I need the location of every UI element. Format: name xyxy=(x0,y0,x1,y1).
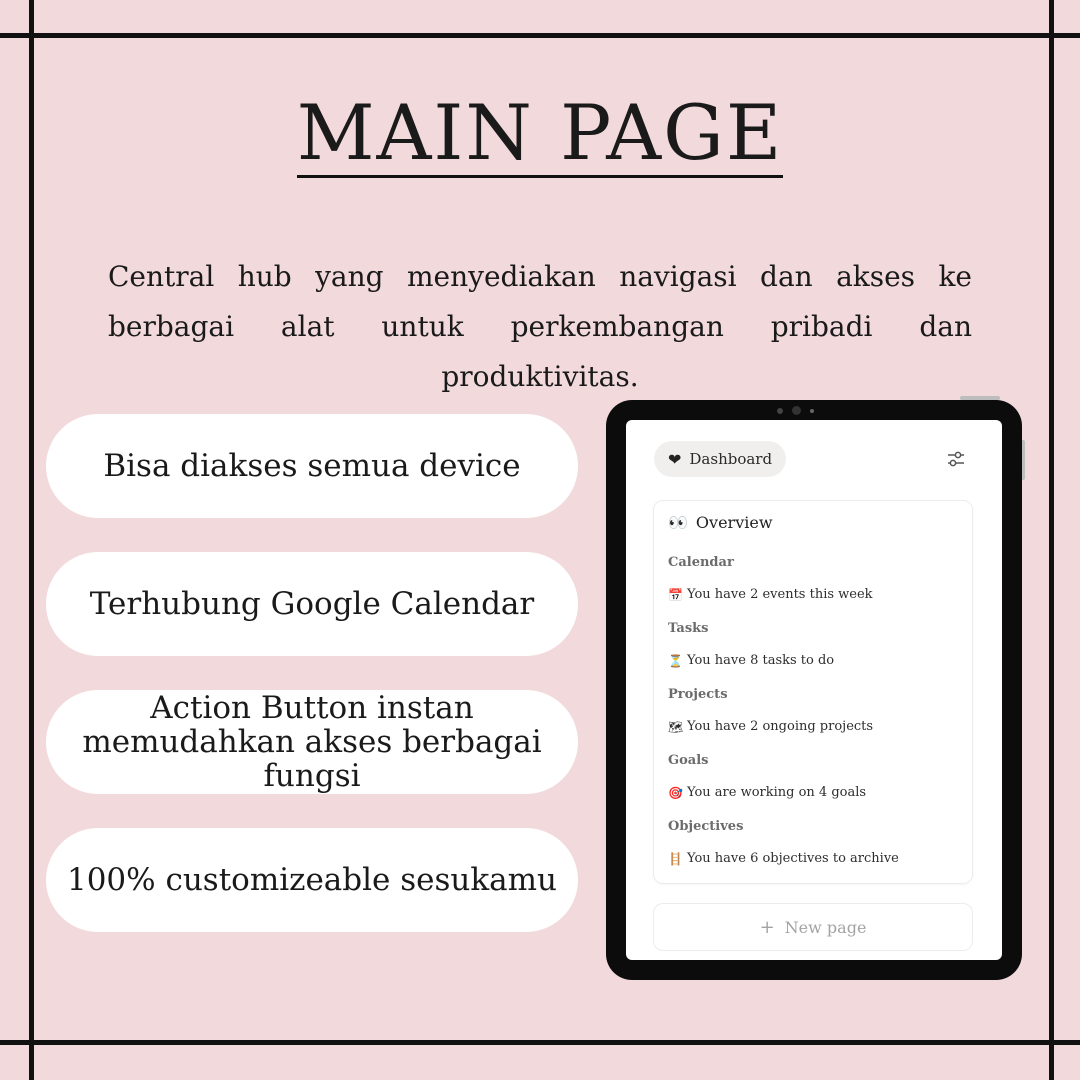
sliders-icon[interactable] xyxy=(946,450,966,468)
feature-pill-customizeable: 100% customizeable sesukamu xyxy=(46,828,578,932)
tablet-camera xyxy=(792,406,801,415)
section-line-projects[interactable] xyxy=(668,719,873,734)
objectives-summary: You have 6 objectives to archive xyxy=(687,851,899,866)
hourglass-icon: ⏳ xyxy=(668,653,683,668)
page-title xyxy=(0,88,1080,178)
overview-card xyxy=(653,500,973,884)
calendar-summary: You have 2 events this week xyxy=(687,587,873,602)
feature-pill-action-button: Action Button instan memudahkan akses berbagai fungsi xyxy=(46,690,578,794)
goals-summary: You are working on 4 goals xyxy=(687,785,867,800)
section-line-tasks[interactable] xyxy=(668,653,834,668)
overview-title: Overview xyxy=(695,513,773,532)
calendar-icon: 📅 xyxy=(668,587,683,602)
dashboard-button[interactable] xyxy=(654,441,786,477)
feature-pill-google-calendar: Terhubung Google Calendar xyxy=(46,552,578,656)
tasks-summary: You have 8 tasks to do xyxy=(687,653,835,668)
page-title-text: MAIN PAGE xyxy=(296,88,784,177)
tablet-sensor xyxy=(777,408,783,414)
section-line-goals[interactable] xyxy=(668,785,866,800)
section-label-objectives: Objectives xyxy=(668,819,744,834)
dashboard-label: Dashboard xyxy=(689,450,773,468)
section-label-goals: Goals xyxy=(668,753,709,768)
section-label-tasks: Tasks xyxy=(668,621,709,636)
tablet-screen xyxy=(626,420,1002,960)
overview-header xyxy=(668,513,773,532)
target-icon: 🎯 xyxy=(668,785,683,800)
new-page-button[interactable] xyxy=(653,903,973,951)
heart-icon: ❤ xyxy=(668,449,682,469)
eyes-icon: 👀 xyxy=(668,513,686,532)
section-line-objectives[interactable] xyxy=(668,851,899,866)
tablet-device xyxy=(606,400,1022,980)
page-subtitle: Central hub yang menyediakan navigasi dan akses ke berbagai alat untuk perkembangan pribadi dan produktivitas. xyxy=(108,260,972,393)
frame-line-top xyxy=(0,33,1080,38)
feature-pill-all-devices: Bisa diakses semua device xyxy=(46,414,578,518)
section-label-projects: Projects xyxy=(668,687,728,702)
ladder-icon: 🪜 xyxy=(668,851,683,866)
new-page-label: New page xyxy=(784,917,867,937)
section-line-calendar[interactable] xyxy=(668,587,873,602)
map-icon: 🗺 xyxy=(668,719,684,734)
frame-line-bottom xyxy=(0,1040,1080,1045)
section-label-calendar: Calendar xyxy=(668,555,734,570)
plus-icon: + xyxy=(759,916,775,938)
projects-summary: You have 2 ongoing projects xyxy=(687,719,874,734)
tablet-light-sensor xyxy=(810,409,814,413)
